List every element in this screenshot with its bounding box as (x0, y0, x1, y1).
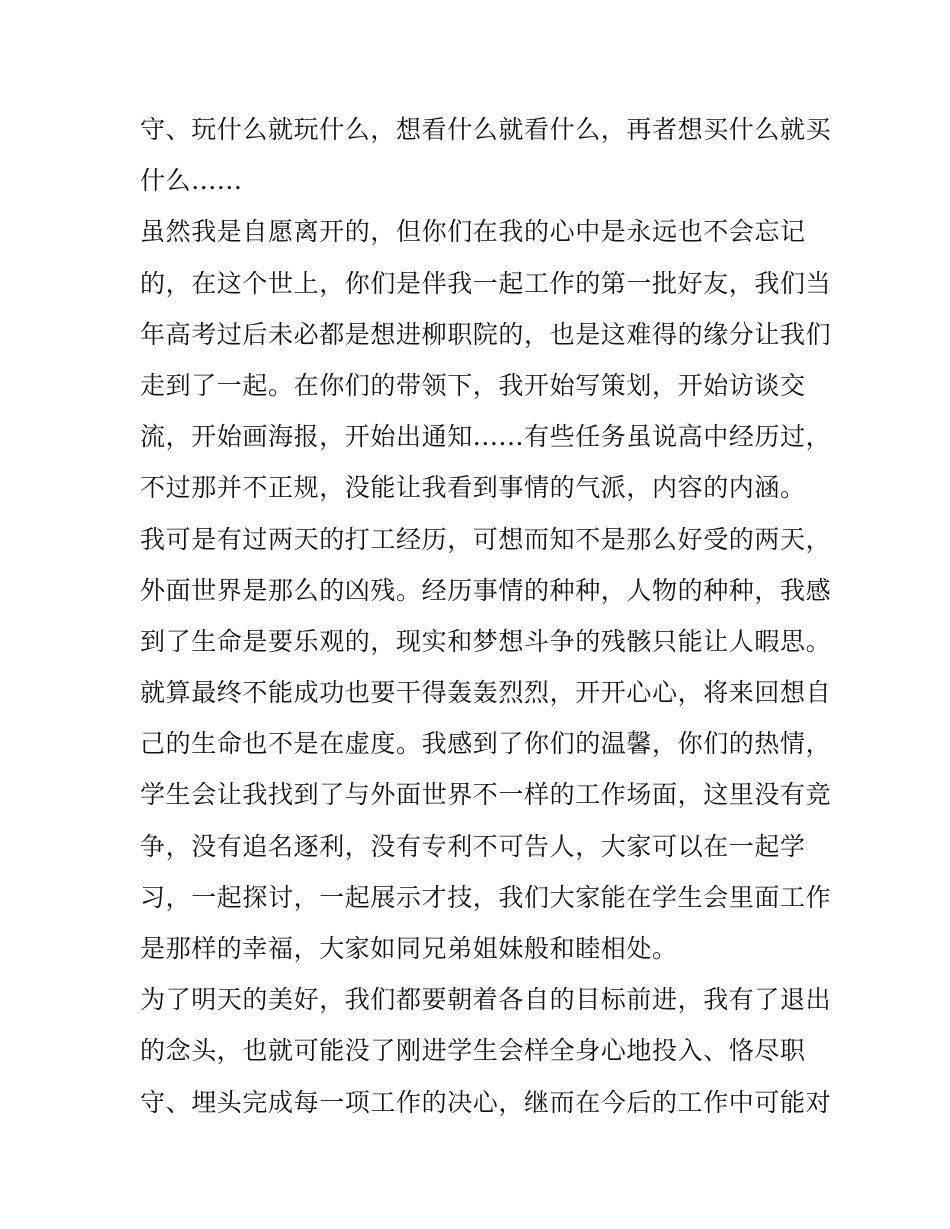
text-line: 为了明天的美好，我们都要朝着各自的目标前进，我有了退出 (140, 985, 832, 1015)
text-line: 的，在这个世上，你们是伴我一起工作的第一批好友，我们当 (140, 268, 832, 298)
text-line: 学生会让我找到了与外面世界不一样的工作场面，这里没有竞 (140, 780, 832, 810)
text-line: 是那样的幸福，大家如同兄弟姐妹般和睦相处。 (140, 934, 678, 963)
text-line: 的念头，也就可能没了刚进学生会样全身心地投入、恪尽职 (140, 1036, 806, 1066)
text-line: 争，没有追名逐利，没有专利不可告人，大家可以在一起学 (140, 831, 806, 861)
text-line: 守、埋头完成每一项工作的决心，继而在今后的工作中可能对 (140, 1087, 832, 1117)
text-line: 外面世界是那么的凶残。经历事情的种种，人物的种种，我感 (140, 575, 832, 605)
text-line: 什么...... (140, 166, 243, 196)
text-line: 就算最终不能成功也要干得轰轰烈烈，开开心心，将来回想自 (140, 678, 832, 708)
text-line: 己的生命也不是在虚度。我感到了你们的温馨，你们的热情， (140, 729, 832, 759)
text-line: 走到了一起。在你们的带领下，我开始写策划，开始访谈交 (140, 370, 806, 400)
text-line: 不过那并不正规，没能让我看到事情的气派，内容的内涵。 (140, 473, 806, 503)
text-line: 到了生命是要乐观的，现实和梦想斗争的残骸只能让人暇思。 (140, 626, 832, 656)
text-line: 习，一起探讨，一起展示才技，我们大家能在学生会里面工作 (140, 882, 832, 912)
body-text (140, 104, 832, 1128)
text-line: 我可是有过两天的打工经历，可想而知不是那么好受的两天， (140, 524, 832, 554)
text-line: 守、玩什么就玩什么，想看什么就看什么，再者想买什么就买 (140, 115, 832, 144)
text-line: 年高考过后未必都是想进柳职院的，也是这难得的缘分让我们 (140, 319, 832, 349)
text-line: 流，开始画海报，开始出通知......有些任务虽说高中经历过， (140, 422, 832, 452)
text-line: 虽然我是自愿离开的，但你们在我的心中是永远也不会忘记 (140, 217, 806, 247)
